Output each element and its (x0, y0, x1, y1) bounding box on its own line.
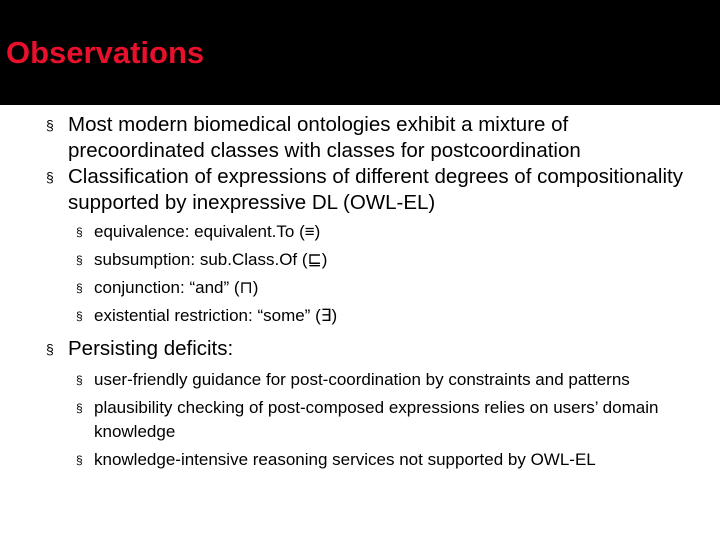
slide-title: Observations (6, 35, 205, 70)
sub-bullet-item (0, 220, 720, 244)
sub-bullet-text: equivalence: equivalent.To (≡) (94, 222, 321, 241)
bullet-text: Persisting deficits: (68, 337, 234, 360)
sub-bullet-text: subsumption: sub.Class.Of (⊑) (94, 250, 328, 269)
sub-bullet-marker: § (76, 225, 83, 239)
sub-bullet-text: knowledge-intensive reasoning services not supported by OWL-EL (94, 450, 596, 469)
bullet-marker: § (46, 341, 54, 357)
sub-bullet-item (0, 304, 720, 328)
slide-content (0, 112, 720, 472)
bullet-item (0, 164, 720, 216)
sub-bullet-marker: § (76, 253, 83, 267)
title-bar (0, 0, 720, 105)
sub-bullet-item (0, 248, 720, 272)
sub-bullet-list (0, 220, 720, 328)
sub-bullet-text: user-friendly guidance for post-coordination by constraints and patterns (94, 370, 630, 389)
sub-bullet-list (0, 368, 720, 472)
sub-bullet-marker: § (76, 281, 83, 295)
bullet-item (0, 112, 720, 164)
bullet-text: Classification of expressions of different degrees of compositionality supported by inexpressive DL (OWL-EL) (68, 165, 683, 214)
sub-bullet-marker: § (76, 309, 83, 323)
sub-bullet-marker: § (76, 401, 83, 415)
sub-bullet-item (0, 368, 720, 392)
bullet-item (0, 336, 720, 362)
sub-bullet-item (0, 276, 720, 300)
sub-bullet-marker: § (76, 453, 83, 467)
sub-bullet-text: plausibility checking of post-composed expressions relies on users’ domain knowledge (94, 398, 659, 441)
bullet-marker: § (46, 117, 54, 133)
sub-bullet-item (0, 396, 720, 444)
bullet-marker: § (46, 169, 54, 185)
bullet-text: Most modern biomedical ontologies exhibit a mixture of precoordinated classes with classes for postcoordination (68, 113, 581, 162)
sub-bullet-text: existential restriction: “some” (∃) (94, 306, 338, 325)
sub-bullet-marker: § (76, 373, 83, 387)
sub-bullet-text: conjunction: “and” (⊓) (94, 278, 259, 297)
sub-bullet-item (0, 448, 720, 472)
